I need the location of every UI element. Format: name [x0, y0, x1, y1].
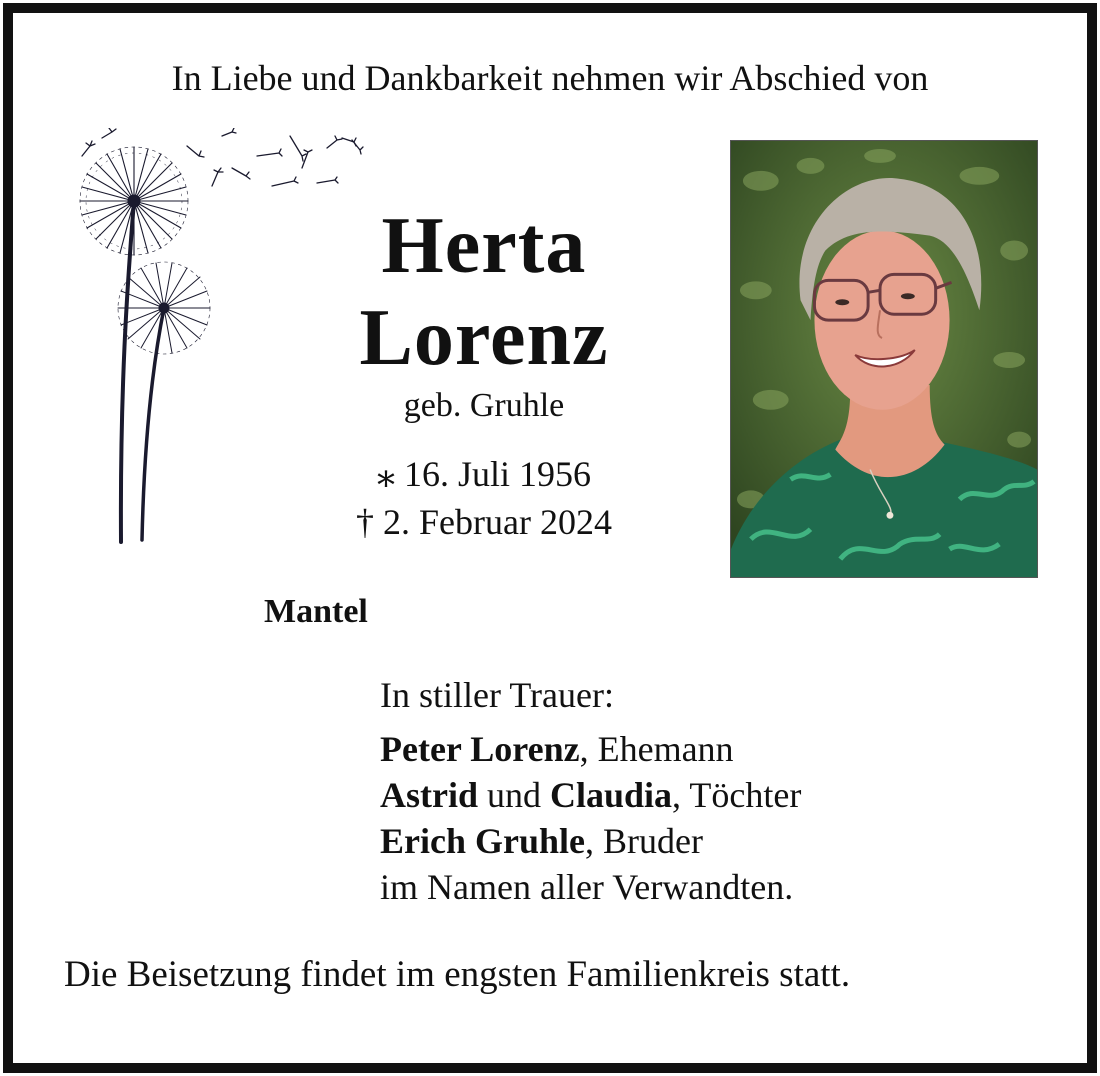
birth-line [300, 450, 668, 498]
maiden-name: geb. Gruhle [403, 387, 565, 424]
mourner-name: Astrid [380, 775, 478, 815]
mourner-line [380, 772, 801, 818]
birth-symbol: ⁎ [376, 454, 395, 494]
birth-date: 16. Juli 1956 [403, 454, 591, 494]
death-symbol: † [356, 502, 375, 542]
mourner-name: Peter Lorenz [380, 729, 580, 769]
intro-line: In Liebe und Dankbarkeit nehmen wir Abschied von [171, 58, 929, 98]
mourner-relation: , Bruder [585, 821, 703, 861]
mourner-name: Erich Gruhle [380, 821, 585, 861]
mourner-name: Claudia [550, 775, 673, 815]
mourner-line [380, 818, 801, 864]
mourner-line [380, 726, 801, 772]
deceased-block [300, 200, 668, 546]
mourner-line: im Namen aller Verwandten. [380, 867, 794, 907]
death-date: 2. Februar 2024 [383, 502, 612, 542]
deceased-last-name: Lorenz [359, 294, 609, 382]
mourner-relation: , Töchter [672, 775, 802, 815]
life-dates [300, 450, 668, 546]
deceased-first-name: Herta [381, 202, 587, 290]
death-line [300, 498, 668, 546]
mourner-connector: und [478, 775, 550, 815]
mourners-heading: In stiller Trauer: [380, 675, 614, 715]
closing-line: Die Beisetzung findet im engsten Familienkreis statt. [64, 954, 851, 995]
mourners-block [380, 672, 801, 910]
portrait-photo [730, 140, 1038, 578]
mourner-relation: , Ehemann [579, 729, 734, 769]
publisher-tag: Mantel [264, 593, 368, 630]
